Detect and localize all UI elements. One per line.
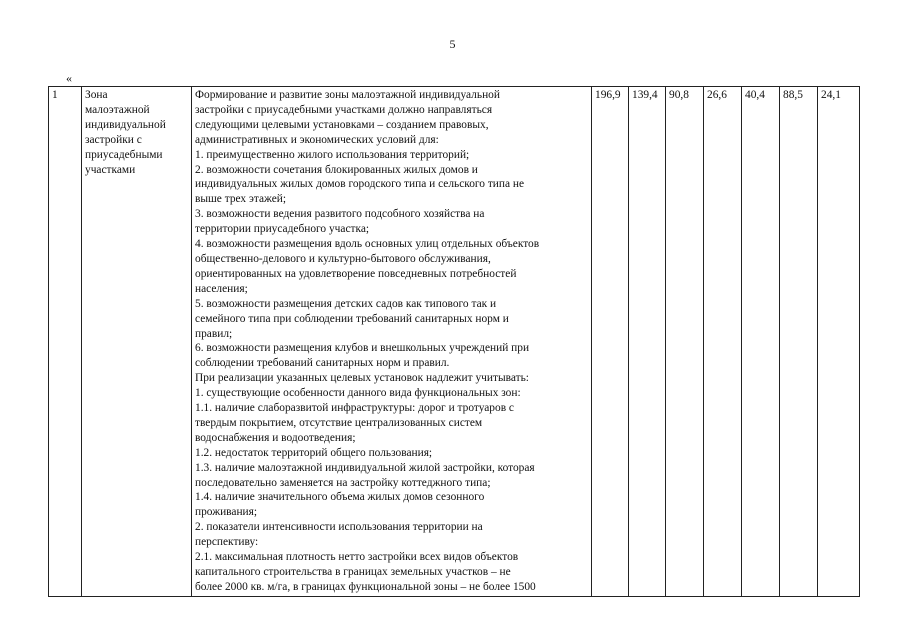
description-line: населения; xyxy=(195,282,248,295)
description-line: более 2000 кв. м/га, в границах функциональной зоны – не более 1500 xyxy=(195,580,536,593)
zone-name-line: застройки с xyxy=(85,133,142,146)
description-line: правил; xyxy=(195,327,233,340)
description-line: 1.4. наличие значительного объема жилых домов сезонного xyxy=(195,491,485,504)
table-row xyxy=(49,87,860,597)
description-line: перспективу: xyxy=(195,536,259,549)
value-cell: 26,6 xyxy=(704,87,742,597)
description-line: 2. показатели интенсивности использования территории на xyxy=(195,521,483,534)
description-line: семейного типа при соблюдении требований санитарных норм и xyxy=(195,312,509,325)
description-line: 1. преимущественно жилого использования территорий; xyxy=(195,148,470,161)
description-line: следующими целевыми установками – созданием правовых, xyxy=(195,118,489,131)
description-line: 4. возможности размещения вдоль основных улиц отдельных объектов xyxy=(195,238,540,251)
zone-name-cell xyxy=(82,87,192,597)
description-line: 2.1. максимальная плотность нетто застройки всех видов объектов xyxy=(195,551,519,564)
description-line: водоснабжения и водоотведения; xyxy=(195,431,356,444)
zoning-table xyxy=(48,86,860,597)
zone-description-cell xyxy=(192,87,592,597)
description-line: 5. возможности размещения детских садов как типового так и xyxy=(195,297,497,310)
zone-name-line: индивидуальной xyxy=(85,118,166,131)
description-line: застройки с приусадебными участками должно направляться xyxy=(195,103,493,116)
row-number-cell: 1 xyxy=(49,87,82,597)
value-cell: 139,4 xyxy=(629,87,666,597)
opening-quote-mark: « xyxy=(66,71,72,85)
value-cell: 90,8 xyxy=(666,87,704,597)
value-cell: 196,9 xyxy=(592,87,629,597)
description-line: При реализации указанных целевых установок надлежит учитывать: xyxy=(195,372,529,385)
description-line: Формирование и развитие зоны малоэтажной индивидуальной xyxy=(195,89,500,101)
description-line: последовательно заменяется на застройку коттеджного типа; xyxy=(195,476,491,489)
description-line: 1. существующие особенности данного вида функциональных зон: xyxy=(195,387,521,400)
description-line: проживания; xyxy=(195,506,258,519)
description-line: административных и экономических условий для: xyxy=(195,133,439,146)
page-number: 5 xyxy=(449,37,456,51)
description-line: общественно-делового и культурно-бытового обслуживания, xyxy=(195,252,491,265)
description-line: 3. возможности ведения развитого подсобного хозяйства на xyxy=(195,208,485,221)
description-line: 1.1. наличие слаборазвитой инфраструктуры: дорог и тротуаров с xyxy=(195,402,514,415)
description-line: твердым покрытием, отсутствие централизованных систем xyxy=(195,416,483,429)
description-line: ориентированных на удовлетворение повседневных потребностей xyxy=(195,267,517,280)
zone-name-line: участками xyxy=(85,163,136,176)
zone-name-line: приусадебными xyxy=(85,148,163,161)
description-line: индивидуальных жилых домов городского типа и сельского типа не xyxy=(195,178,525,191)
value-cell: 88,5 xyxy=(780,87,818,597)
value-cell: 24,1 xyxy=(818,87,860,597)
zone-name-line: малоэтажной xyxy=(85,103,150,116)
description-line: территории приусадебного участка; xyxy=(195,223,370,236)
description-line: соблюдении требований санитарных норм и правил. xyxy=(195,357,450,370)
description-line: 6. возможности размещения клубов и внешкольных учреждений при xyxy=(195,342,530,355)
zone-name-line: Зона xyxy=(85,89,108,101)
description-line: 1.3. наличие малоэтажной индивидуальной жилой застройки, которая xyxy=(195,461,535,474)
value-cell: 40,4 xyxy=(742,87,780,597)
description-line: 2. возможности сочетания блокированных жилых домов и xyxy=(195,163,478,176)
description-line: капитального строительства в границах земельных участков – не xyxy=(195,566,511,578)
description-line: 1.2. недостаток территорий общего пользования; xyxy=(195,446,433,459)
description-line: выше трех этажей; xyxy=(195,193,287,206)
